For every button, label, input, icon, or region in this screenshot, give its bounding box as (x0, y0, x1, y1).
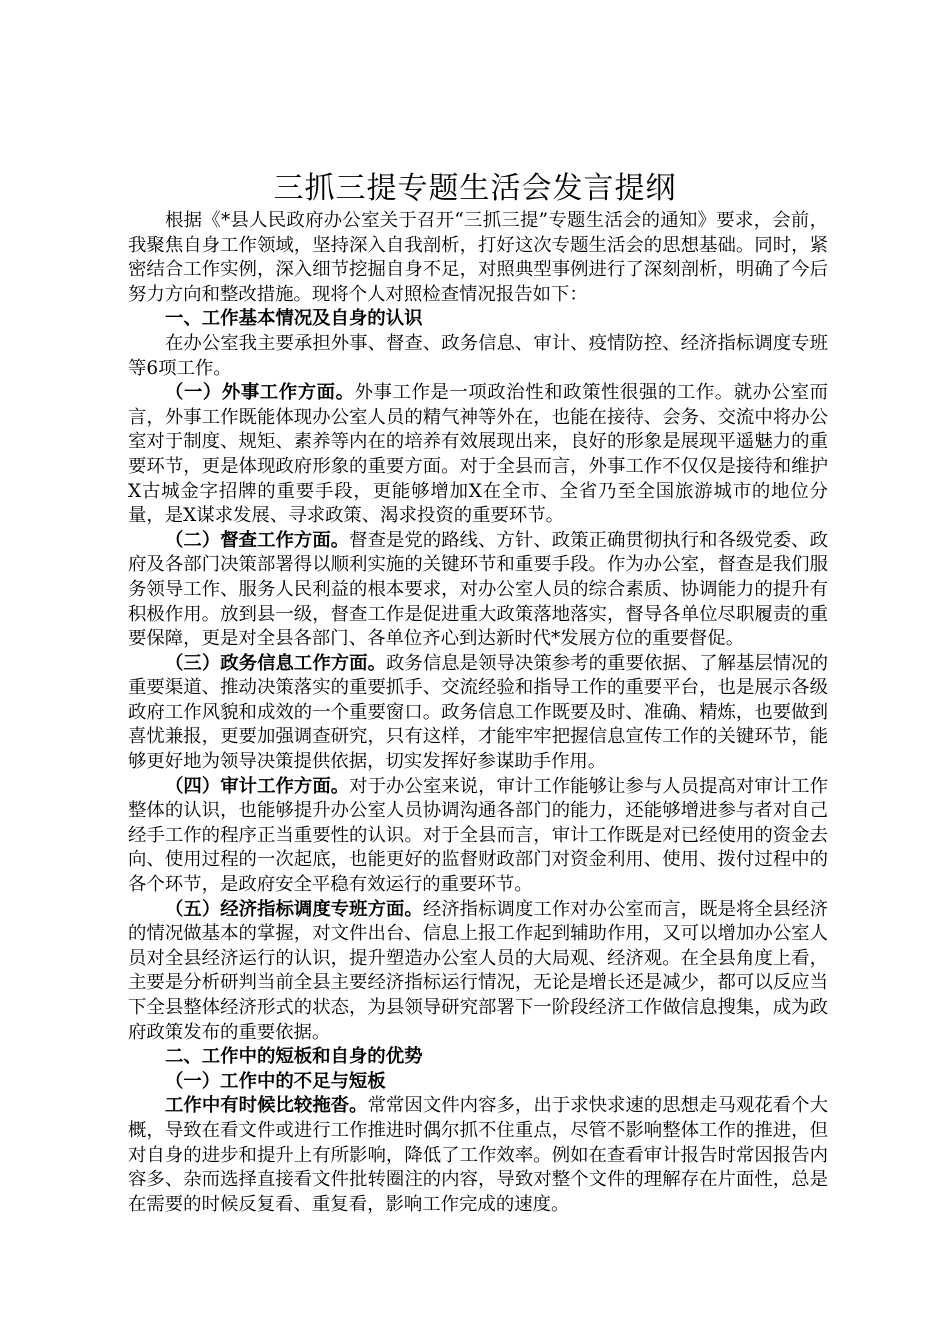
item-lead: （一）外事工作方面。 (165, 382, 355, 404)
section-1-heading: 一、工作基本情况及自身的认识 (165, 308, 423, 330)
item-text: 常常因文件内容多，出于求快求速的思想走马观花看个大概，导致在看文件或进行工作推进时偶尔抓不住重点，尽管不影响整体工作的推进，但对自身的进步和提升上有所影响，降低了工作效率。例如在查看审计报告时常因报告内容多、杂而选择直接看文件批转圈注的内容，导致对整个文件的理解存在片面性，总是在需要的时候反复看、重复看，影响工作完成的速度。 (128, 1095, 828, 1215)
section-2-heading: 二、工作中的短板和自身的优势 (165, 1046, 423, 1068)
item-audit (128, 775, 828, 898)
item-lead: （四）审计工作方面。 (165, 775, 350, 797)
item-text: 督查是党的路线、方针、政策正确贯彻执行和各级党委、政府及各部门决策部署得以顺利实施的关键环节和重要手段。作为办公室，督查是我们服务领导工作、服务人民利益的根本要求，对办公室人员的综合素质、协调能力的提升有积极作用。放到县一级，督查工作是促进重大政策落地落实，督导各单位尽职履责的重要保障，更是对全县各部门、各单位齐心到达新时代*发展方位的重要督促。 (128, 529, 828, 650)
section-1-paragraph: 在办公室我主要承担外事、督查、政务信息、审计、疫情防控、经济指标调度专班等6项工作。 (128, 332, 828, 379)
section-2-subheading: （一）工作中的不足与短板 (165, 1070, 386, 1092)
item-lead: 工作中有时候比较拖沓。 (165, 1095, 368, 1117)
item-text: 经济指标调度工作对办公室而言，既是将全县经济的情况做基本的掌握，对文件出台、信息上报工作起到辅助作用，又可以增加办公室人员对全县经济运行的认识，提升塑造办公室人员的大局观、经济观。在全县角度上看，主要是分析研判当前全县主要经济指标运行情况，无论是增长还是减少，都可以反应当下全县整体经济形式的状态，为县领导研究部署下一阶段经济工作做信息搜集，成为政府政策发布的重要依据。 (128, 898, 828, 1043)
item-lead: （三）政务信息工作方面。 (165, 652, 386, 674)
item-supervision (128, 529, 828, 652)
item-text: 政务信息是领导决策参考的重要依据、了解基层情况的重要渠道、推动决策落实的重要抓手、交流经验和指导工作的重要平台，也是展示各级政府工作风貌和成效的一个重要窗口。政务信息工作既要及时、准确、精炼，也要做到喜忧兼报，更要加强调查研究，只有这样，才能牢牢把握信息宣传工作的关键环节，能够更好地为领导决策提供依据，切实发挥好参谋助手作用。 (128, 652, 828, 773)
item-economic-indicators (128, 898, 828, 1046)
item-lead: （二）督查工作方面。 (165, 529, 350, 551)
item-text: 对于办公室来说，审计工作能够让参与人员提高对审计工作整体的认识，也能够提升办公室人员协调沟通各部门的能力，还能够增进参与者对自己经手工作的程序正当重要性的认识。对于全县而言，审计工作既是对已经使用的资金去向、使用过程的一次起底，也能更好的监督财政部门对资金利用、使用、拨付过程中的各个环节，是政府安全平稳有效运行的重要环节。 (128, 775, 828, 896)
intro-paragraph: 根据《*县人民政府办公室关于召开“三抓三提”专题生活会的通知》要求，会前，我聚焦自身工作领域，坚持深入自我剖析，打好这次专题生活会的思想基础。同时，紧密结合工作实例，深入细节挖掘自身不足，对照典型事例进行了深刻剖析，明确了今后努力方向和整改措施。现将个人对照检查情况报告如下： (128, 210, 828, 305)
item-foreign-affairs (128, 381, 828, 529)
item-lead: （五）经济指标调度专班方面。 (165, 898, 423, 920)
item-procrastination (128, 1094, 828, 1217)
document-body (128, 209, 828, 1217)
item-text: 外事工作是一项政治性和政策性很强的工作。就办公室而言，外事工作既能体现办公室人员的精气神等外在，也能在接待、会务、交流中将办公室对于制度、规矩、素养等内在的培养有效展现出来，良好的形象是展现平遥魅力的重要环节，更是体现政府形象的重要方面。对于全县而言，外事工作不仅仅是接待和维护X古城金字招牌的重要手段，更能够增加X在全市、全省乃至全国旅游城市的地位分量，是X谋求发展、寻求政策、渴求投资的重要环节。 (128, 382, 828, 527)
item-government-information (128, 652, 828, 775)
document-title: 三抓三提专题生活会发言提纲 (273, 171, 677, 206)
